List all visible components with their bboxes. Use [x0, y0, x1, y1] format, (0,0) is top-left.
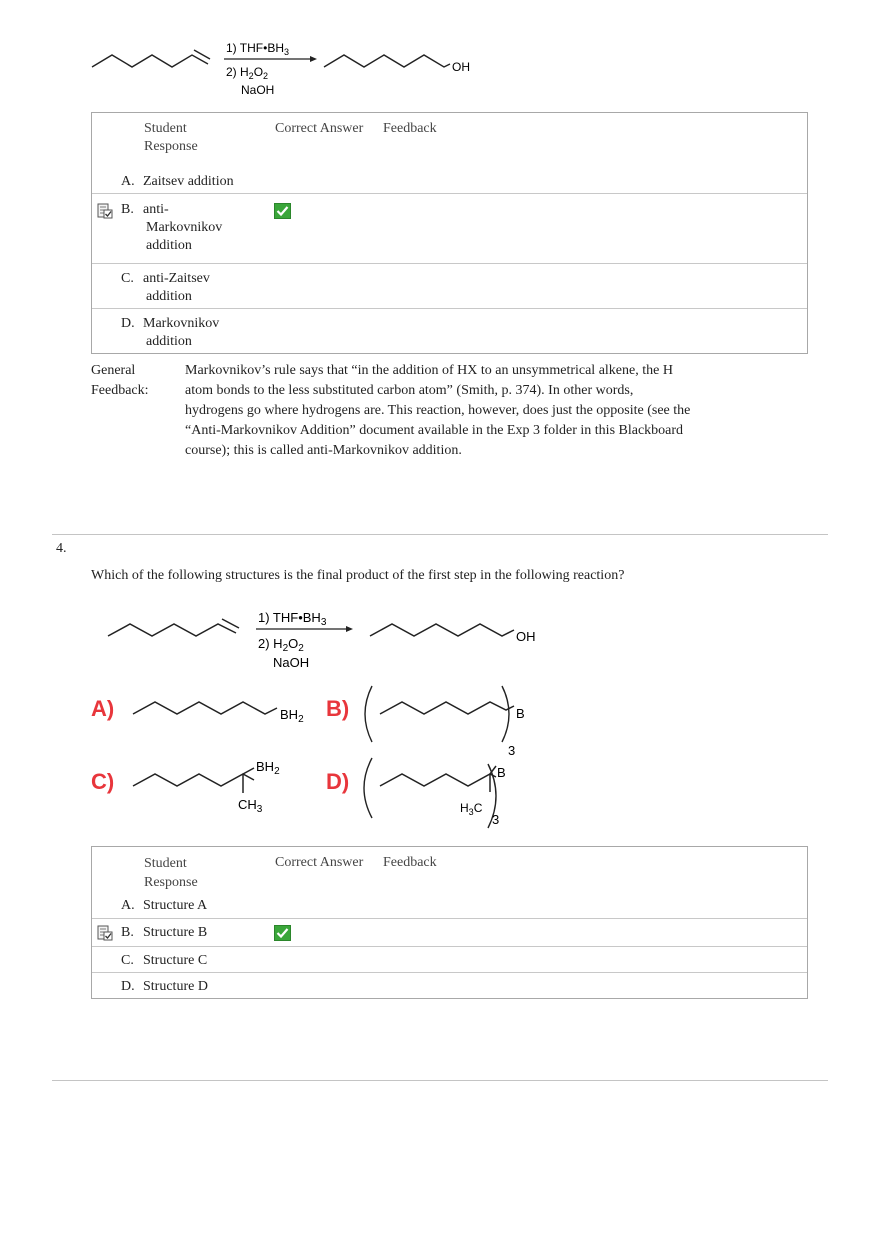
structure-a-chain	[133, 702, 277, 714]
q4-row-b	[92, 918, 807, 947]
hydroxyl-label: OH	[516, 629, 536, 644]
q4-row-c	[92, 946, 807, 973]
boron-label: B	[497, 765, 506, 780]
q4-option-d: D. Structure D	[121, 979, 208, 994]
header-feedback: Feedback	[383, 121, 437, 136]
header-correct-answer: Correct Answer	[275, 121, 364, 136]
question-divider	[52, 534, 828, 535]
bracket-left	[365, 686, 372, 742]
reagent-1: 1) $THF•BH_3$	[226, 41, 289, 57]
q3-option-c: C. anti-Zaitsev addition	[121, 271, 210, 304]
question-number: 4.	[56, 541, 67, 556]
student-response-icon	[97, 925, 113, 941]
structure-d-label: D)	[326, 769, 350, 794]
boron-label: B	[516, 706, 525, 721]
header-feedback: Feedback	[383, 855, 437, 870]
q4-answer-table	[91, 846, 808, 999]
q4-option-b: B. Structure B	[121, 925, 208, 940]
q4-row-d	[92, 972, 807, 999]
ch3-label: $CH_3$	[238, 797, 263, 815]
structure-a-label: A)	[91, 696, 115, 721]
structure-d-chain	[380, 774, 496, 786]
alcohol-chain	[370, 624, 514, 636]
q3-reaction-scheme	[88, 34, 488, 102]
bh2-label: $BH_2$	[280, 707, 304, 725]
q4-option-a: A. Structure A	[121, 898, 208, 913]
general-feedback-text: Markovnikov’s rule says that “in the addition of HX to an unsymmetrical alkene, the H atom bonds to the less substituted carbon atom” (Smith, p. 374). In other words, hydrogens go where hydrogens are. This reaction, however, does just the opposite (see the “Anti-Markovnikov Addition” document available in the Exp 3 folder in this Blackboard course); this is called anti-Markovnikov addition.	[185, 363, 691, 458]
structure-b-label: B)	[326, 696, 350, 721]
reagent-1: 1) $THF•BH_3$	[258, 610, 327, 628]
multiplier-label: 3	[508, 743, 516, 758]
bh2-label: $BH_2$	[256, 759, 280, 777]
q3-option-b: B. anti- Markovnikov addition	[121, 202, 223, 253]
alkene-chain	[108, 624, 236, 636]
correct-check-icon	[274, 203, 291, 219]
bracket-left	[364, 758, 372, 818]
q4-reaction-image	[88, 606, 548, 834]
question-text: Which of the following structures is the final product of the first step in the following reaction?	[91, 568, 625, 583]
multiplier-label: 3	[492, 812, 500, 827]
q3-row-b	[92, 193, 807, 264]
student-response-icon	[97, 203, 113, 219]
h3c-label: $H_3C$	[460, 801, 483, 817]
reagent-2: 2) $H_2O_2$	[226, 65, 269, 81]
q3-answer-table	[91, 112, 808, 354]
header-student-response: Student Response	[144, 856, 198, 890]
q3-row-d	[92, 308, 807, 355]
general-feedback-label: General Feedback:	[91, 363, 149, 398]
q4-option-c: C. Structure C	[121, 953, 208, 968]
question-divider	[52, 1080, 828, 1081]
alkene-chain	[92, 55, 208, 67]
structure-c-label: C)	[91, 769, 115, 794]
structure-c-chain	[133, 774, 254, 786]
structure-b-chain	[380, 702, 514, 714]
q3-row-c	[92, 263, 807, 309]
header-correct-answer: Correct Answer	[275, 855, 364, 870]
reagent-2: 2) $H_2O_2$	[258, 636, 304, 654]
bracket-right	[502, 686, 509, 742]
alcohol-chain	[324, 55, 450, 67]
reagent-3: NaOH	[273, 655, 310, 670]
hydroxyl-label: OH	[452, 60, 470, 74]
reagent-3: NaOH	[241, 83, 275, 97]
q3-option-a: A. Zaitsev addition	[121, 174, 234, 189]
q3-option-d: D. Markovnikov addition	[121, 316, 220, 349]
header-student-response: Student Response	[144, 121, 198, 154]
correct-check-icon	[274, 925, 291, 941]
